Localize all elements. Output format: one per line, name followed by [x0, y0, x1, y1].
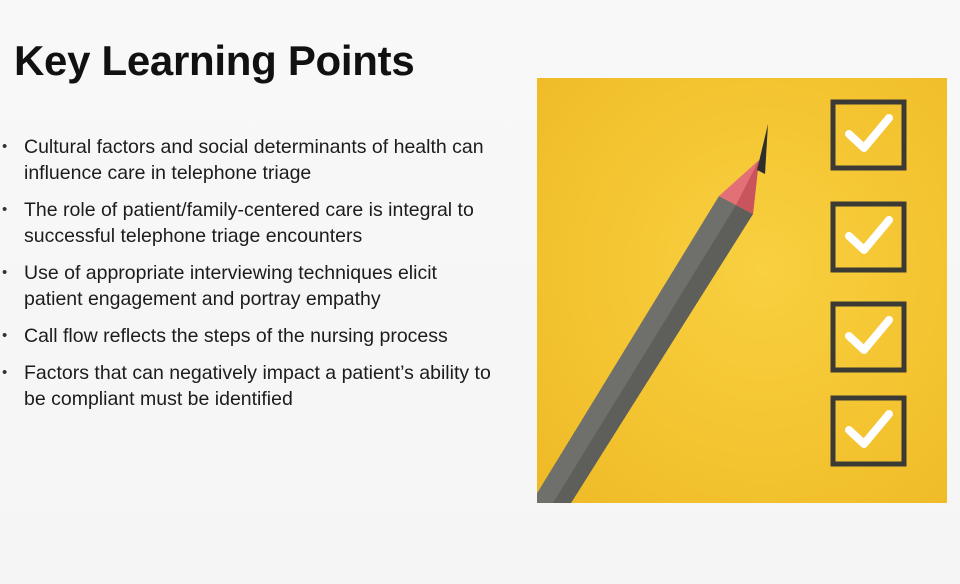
- bullet-text: Use of appropriate interviewing techniques elicit patient engagement and portray empathy: [24, 262, 437, 310]
- bullet-dot-icon: •: [2, 201, 8, 218]
- checklist-illustration: [537, 78, 947, 503]
- checkbox-icon: [833, 304, 904, 370]
- bullet-text: Cultural factors and social determinants of health can influence care in telephone triage: [24, 136, 484, 184]
- checklist-pencil-image: [537, 78, 947, 503]
- bullet-dot-icon: •: [2, 138, 8, 155]
- checkbox-icon: [833, 204, 904, 270]
- bullet-item: [0, 260, 500, 312]
- checkbox-icon: [833, 102, 904, 168]
- bullet-text: Factors that can negatively impact a patient’s ability to be compliant must be identified: [24, 362, 491, 410]
- bullet-text: The role of patient/family-centered care is integral to successful telephone triage encounters: [24, 199, 474, 247]
- bullet-list: [0, 134, 500, 423]
- bullet-dot-icon: •: [2, 364, 8, 381]
- bullet-dot-icon: •: [2, 264, 8, 281]
- pencil-icon: [537, 124, 768, 503]
- bullet-dot-icon: •: [2, 327, 8, 344]
- bullet-item: [0, 134, 500, 186]
- slide-title: Key Learning Points: [14, 37, 415, 84]
- bullet-text: Call flow reflects the steps of the nursing process: [24, 325, 448, 347]
- bullet-item: [0, 360, 500, 412]
- bullet-item: [0, 197, 500, 249]
- bullet-item: [0, 323, 500, 349]
- checkbox-icon: [833, 398, 904, 464]
